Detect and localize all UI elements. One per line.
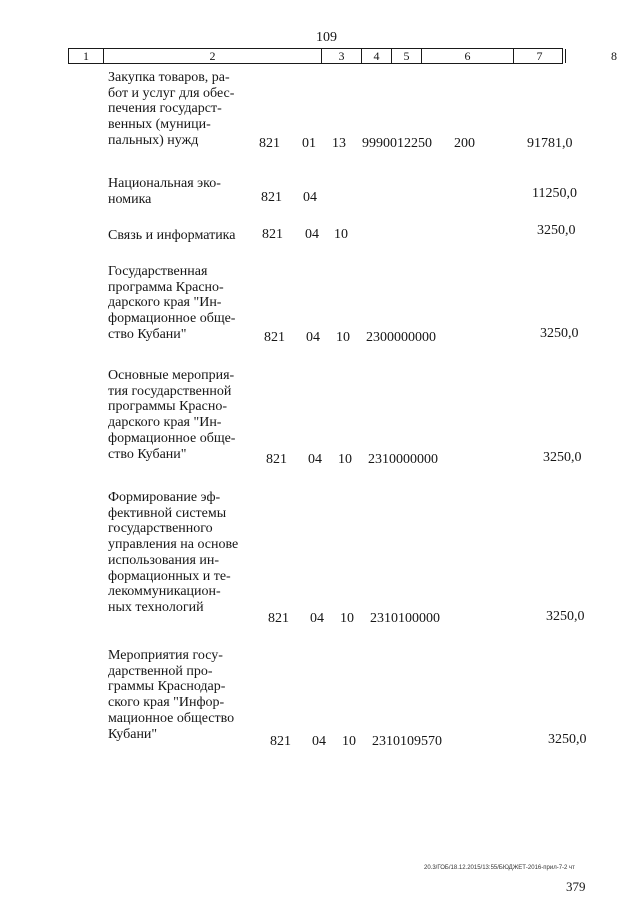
column-header-5: 5 [392, 49, 422, 63]
cell-col3: 821 [270, 734, 291, 749]
cell-col4: 04 [308, 452, 322, 467]
name-line: тия государственной [108, 383, 232, 399]
name-line: ных технологий [108, 599, 204, 615]
name-line: дарского края "Ин- [108, 415, 222, 431]
name-line: дарского края "Ин- [108, 295, 222, 311]
name-line: Основные мероприя- [108, 368, 235, 383]
cell-col4: 01 [302, 136, 316, 151]
name-line: Кубани" [108, 726, 158, 742]
column-header-3: 3 [322, 49, 362, 63]
name-line: Связь и информатика [108, 228, 236, 243]
cell-col6: 9990012250 [362, 136, 432, 151]
name-line: номика [108, 191, 152, 207]
name-line: Государственная [108, 264, 208, 279]
name-line: бот и услуг для обес- [108, 85, 235, 101]
name-line: Формирование эф- [108, 490, 221, 505]
page-number-bottom: 379 [566, 879, 586, 894]
column-header-1: 1 [69, 49, 104, 63]
name-line: ство Кубани" [108, 446, 187, 462]
name-line: лекоммуникацион- [108, 584, 221, 600]
name-line: ство Кубани" [108, 326, 187, 342]
name-line: программы Красно- [108, 399, 227, 415]
cell-col8: 11250,0 [532, 186, 577, 201]
cell-col7: 200 [454, 136, 475, 151]
cell-col5: 13 [332, 136, 346, 151]
cell-col8: 3250,0 [548, 732, 587, 747]
cell-col8: 3250,0 [537, 223, 576, 238]
cell-col3: 821 [264, 330, 285, 345]
cell-col8: 3250,0 [546, 609, 585, 624]
row-name [108, 648, 248, 742]
cell-col3: 821 [266, 452, 287, 467]
row-name [108, 228, 248, 244]
cell-col3: 821 [262, 227, 283, 242]
name-line: ского края "Инфор- [108, 695, 225, 711]
cell-col8: 3250,0 [543, 450, 582, 465]
cell-col4: 04 [306, 330, 320, 345]
cell-col6: 2310000000 [368, 452, 438, 467]
cell-col6: 2310100000 [370, 611, 440, 626]
column-header-7: 7 [514, 49, 566, 63]
cell-col8: 3250,0 [540, 326, 579, 341]
name-line: использования ин- [108, 552, 220, 568]
name-line: формационное обще- [108, 311, 236, 327]
cell-col8: 91781,0 [527, 136, 573, 151]
name-line: Мероприятия госу- [108, 648, 223, 663]
name-line: управления на основе [108, 537, 239, 553]
cell-col6: 2310109570 [372, 734, 442, 749]
name-line: формационное обще- [108, 430, 236, 446]
cell-col6: 2300000000 [366, 330, 436, 345]
name-line: государственного [108, 521, 213, 537]
row-name [108, 490, 248, 616]
cell-col5: 10 [340, 611, 354, 626]
cell-col3: 821 [261, 190, 282, 205]
cell-col5: 10 [338, 452, 352, 467]
name-line: граммы Краснодар- [108, 679, 226, 695]
column-header-6: 6 [422, 49, 514, 63]
name-line: пальных) нужд [108, 132, 199, 148]
name-line: дарственной про- [108, 663, 213, 679]
cell-col3: 821 [259, 136, 280, 151]
cell-col4: 04 [310, 611, 324, 626]
page-number-top: 109 [316, 30, 337, 45]
cell-col4: 04 [312, 734, 326, 749]
column-header-4: 4 [362, 49, 392, 63]
column-header-2: 2 [104, 49, 322, 63]
name-line: мационное общество [108, 710, 235, 726]
cell-col4: 04 [305, 227, 319, 242]
cell-col5: 10 [334, 227, 348, 242]
cell-col5: 10 [336, 330, 350, 345]
cell-col4: 04 [303, 190, 317, 205]
cell-col5: 10 [342, 734, 356, 749]
name-line: печения государст- [108, 101, 222, 117]
name-line: формационных и те- [108, 568, 231, 584]
row-name [108, 70, 248, 149]
name-line: Национальная эко- [108, 176, 221, 191]
column-header-8: 8 [611, 49, 617, 63]
name-line: фективной системы [108, 505, 227, 521]
cell-col3: 821 [268, 611, 289, 626]
row-name [108, 176, 248, 207]
document-code: 20.3/ГОБ/18.12.2015/13:55/БЮДЖЕТ-2016-прил-7-2 чт [424, 865, 575, 871]
row-name [108, 264, 248, 343]
row-name [108, 368, 248, 462]
column-header-row [68, 48, 617, 64]
name-line: венных (муници- [108, 117, 211, 133]
name-line: Закупка товаров, ра- [108, 70, 230, 85]
name-line: программа Красно- [108, 279, 224, 295]
